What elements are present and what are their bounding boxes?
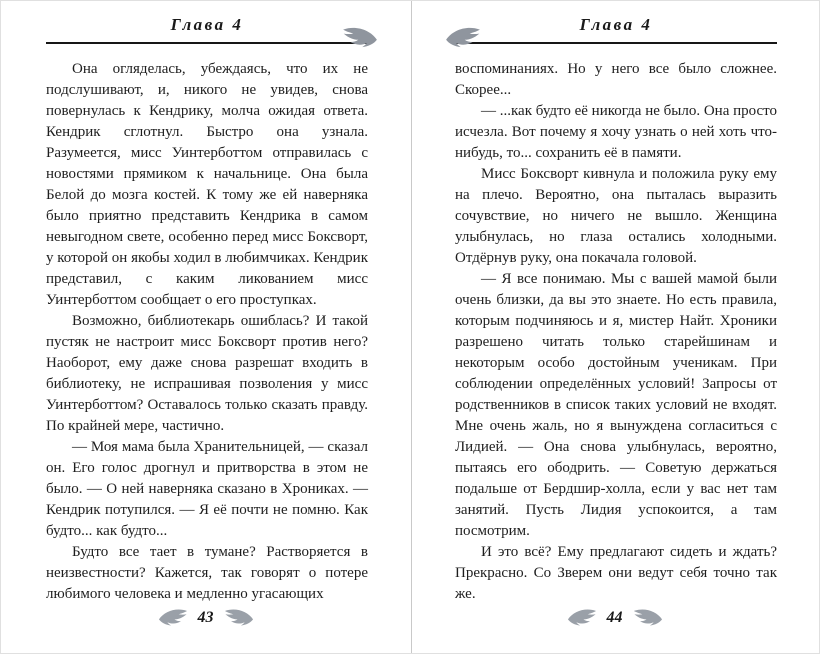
chapter-heading: Глава 4 [579,15,653,34]
wing-icon [567,608,597,627]
page-text-left [46,59,368,605]
wing-icon [224,608,254,627]
page-header-right [455,15,777,44]
page-number: 44 [606,608,623,626]
chapter-heading: Глава 4 [170,15,244,34]
paragraph: — Моя мама была Хранительницей, — сказал он. Его голос дрогнул и притворства в этом не было. — О ней наверняка сказано в Хрониках. — Кендрик потупился. — Я её почти не помню. Как будто... как будто... [46,439,368,539]
paragraph: Будто все тает в тумане? Растворяется в неизвестности? Кажется, так говорят о потере любимого человека и медленно угасающих [46,544,368,602]
paragraph: И это всё? Ему предлагают сидеть и ждать? Прекрасно. Со Зверем они ведут себя точно так же. [455,544,777,602]
page-footer-right [410,608,819,627]
wing-icon [342,26,378,49]
paragraph: — ...как будто её никогда не было. Она просто исчезла. Вот почему я хочу узнать о ней хоть что-нибудь, то... сохранить её в памяти. [455,103,778,161]
paragraph: Возможно, библиотекарь ошиблась? И такой пустяк не настроит мисс Боксворт против него? Наоборот, ему даже снова разрешат входить в библиотеку, не испрашивая позволения у мисс Уинтерботтом? Оставалось только сказать правду. По крайней мере, частично. [46,313,368,434]
page-footer-left [1,608,410,627]
page-text-right [455,59,777,605]
page-header-left [46,15,368,44]
paragraph: — Я все понимаю. Мы с вашей мамой были очень близки, да вы это знаете. Но есть правила, которым подчиняюсь и я, мистер Найт. Хроники разрешено читать только старейшинам и некоторым особо достойным ученикам. При соблюдении определённых условий! Запросы от родственников в список таких условий не входят. Мне очень жаль, но я вынуждена согласиться с Лидией. — Она снова улыбнулась, вероятно, пытаясь его ободрить. — Советую держаться подальше от Бердшир-холла, если у вас нет там занятий. Пусть Лидия успокоится, а там посмотрим. [455,271,777,539]
wing-icon [445,26,481,49]
paragraph: Она огляделась, убеждаясь, что их не подслушивают, и, никого не увидев, снова повернулась к Кендрику, молча ожидая ответа. Кендрик сглотнул. Быстро она узнала. Разумеется, мисс Уинтерботтом отправилась с новостями прямиком к начальнице. Она была Белой до мозга костей. К тому же ей наверняка было приятно представить Кендрика в самом невыгодном свете, особенно перед мисс Боксворт, у которой он якобы ходил в любимчиках. Кендрик представил, с каким ликованием мисс Уинтерботтом сообщает о его проступках. [46,61,368,308]
paragraph: Мисс Боксворт кивнула и положила руку ему на плечо. Вероятно, она пыталась выразить сочувствие, но ничего не вышло. Женщина улыбнулась, но глаза остались холодными. Отдёрнув руку, она покачала головой. [455,166,777,266]
wing-icon [633,608,663,627]
paragraph: воспоминаниях. Но у него все было сложнее. Скорее... [455,61,777,98]
page-number: 43 [197,608,214,626]
page-left [1,1,410,653]
page-right [410,1,819,653]
wing-icon [158,608,188,627]
